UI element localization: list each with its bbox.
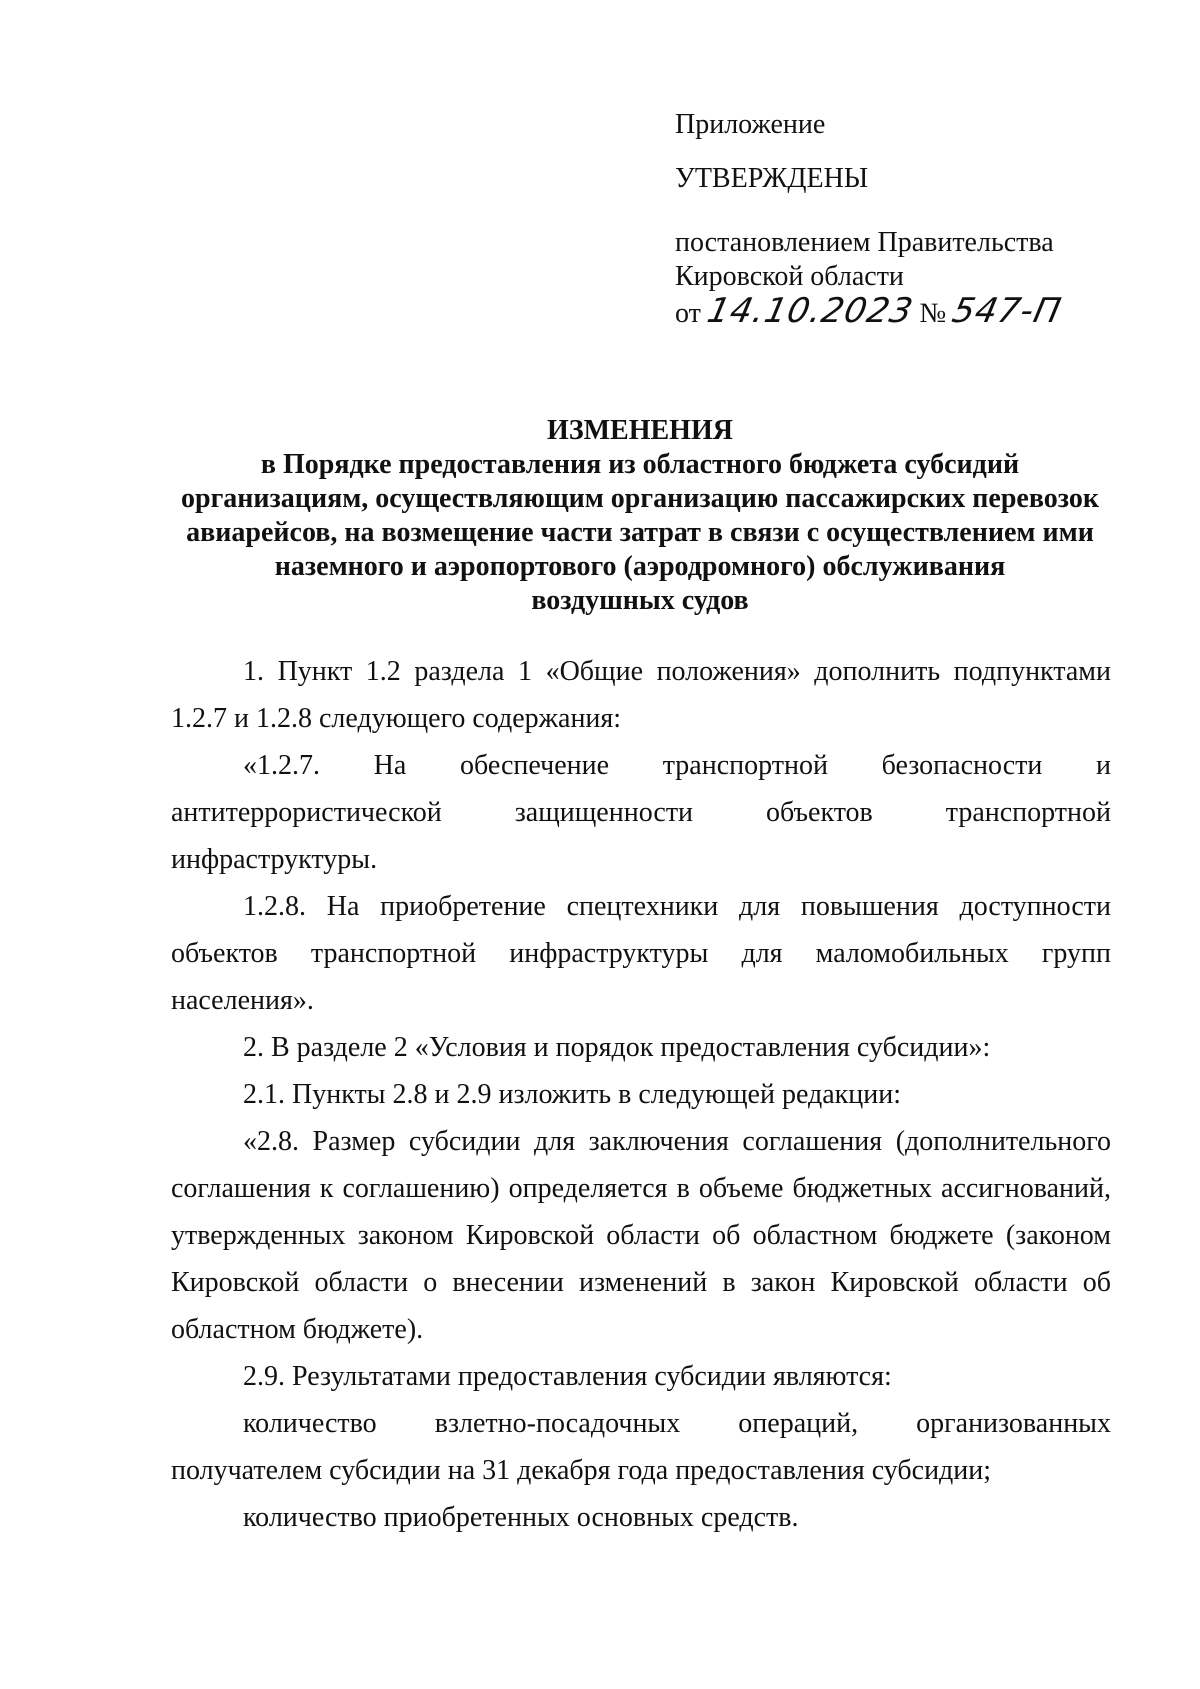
approved-label: УТВЕРЖДЕНЫ [675,163,869,194]
paragraph: «2.8. Размер субсидии для заключения соглашения (дополнительного соглашения к соглашению) определяется в объеме бюджетных ассигнований, утвержденных законом Кировской области об областном бюджете (законом Кировской области о внесении изменений в закон Кировской области об областном бюджете). [171,1126,1111,1345]
title-subtitle-line: наземного и аэропортового (аэродромного) обслуживания [274,551,1006,582]
resolution-line-2: Кировской области [675,261,904,292]
from-label: от [675,298,701,329]
paragraph: 1. Пункт 1.2 раздела 1 «Общие положения» дополнить подпунктами 1.2.7 и 1.2.8 следующего содержания: [171,656,1111,734]
resolution-line-1: постановлением Правительства [675,227,1054,258]
paragraph: количество приобретенных основных средств. [243,1502,799,1533]
resolution-date-number [675,291,1066,331]
paragraph: 1.2.8. На приобретение спецтехники для повышения доступности объектов транспортной инфраструктуры для маломобильных групп населения». [171,891,1111,1016]
title-subtitle-line: организациям, осуществляющим организацию пассажирских перевозок [181,483,1099,514]
title-subtitle-line: воздушных судов [531,585,749,616]
title-heading: ИЗМЕНЕНИЯ [547,415,733,446]
appendix-label: Приложение [675,109,826,140]
paragraph: 2. В разделе 2 «Условия и порядок предоставления субсидии»: [243,1032,991,1063]
approval-block [675,108,1066,331]
resolution-date: 14.10.2023 [703,291,917,331]
title-subtitle-line: авиарейсов, на возмещение части затрат в связи с осуществлением ими [186,517,1094,548]
number-label: № [919,298,947,329]
paragraph: количество взлетно-посадочных операций, организованных получателем субсидии на 31 декабря года предоставления субсидии; [171,1408,1111,1486]
paragraph: 2.1. Пункты 2.8 и 2.9 изложить в следующей редакции: [243,1079,902,1110]
document-body [171,648,1111,1541]
paragraph: 2.9. Результатами предоставления субсидии являются: [243,1361,892,1392]
resolution-number: 547-П [949,291,1066,331]
title-subtitle-line: в Порядке предоставления из областного бюджета субсидий [260,449,1020,480]
document-title [130,414,1150,618]
paragraph: «1.2.7. На обеспечение транспортной безопасности и антитеррористической защищенности объектов транспортной инфраструктуры. [171,750,1111,875]
